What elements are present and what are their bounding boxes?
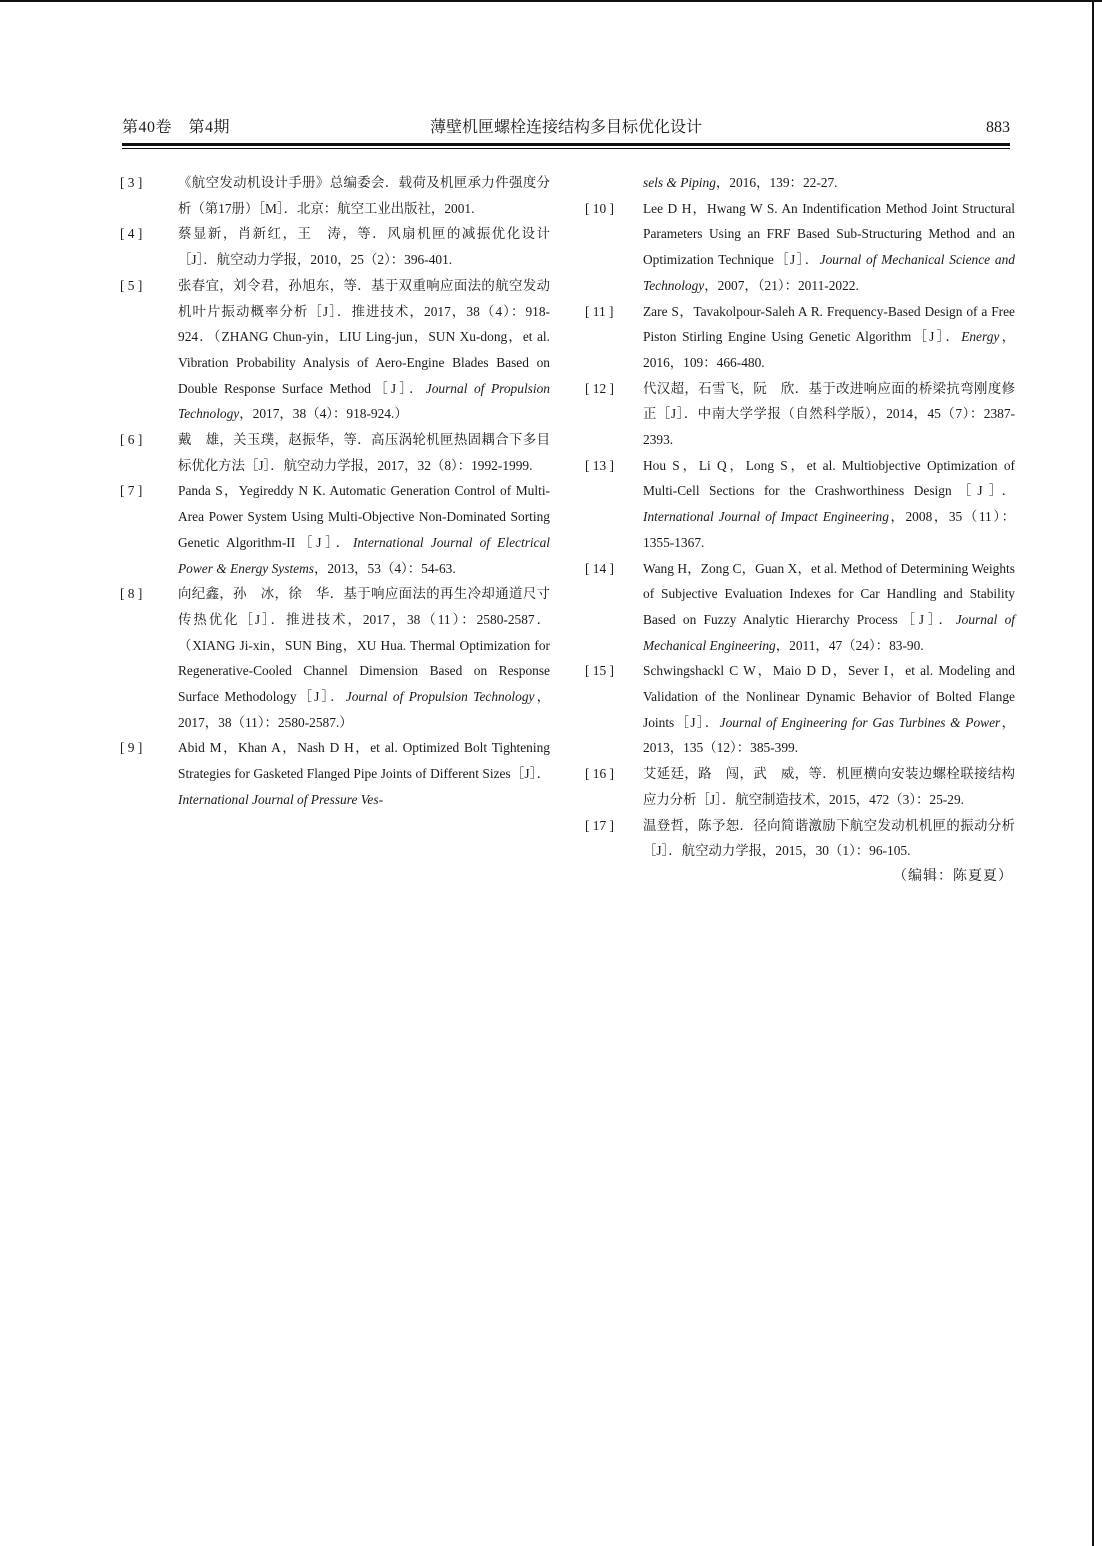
- reference-number: [ 6 ]: [120, 432, 143, 448]
- reference-item: [585, 453, 1015, 556]
- reference-number: [ 5 ]: [120, 277, 143, 293]
- reference-text: Abid M，Khan A，Nash D H，et al. Optimized Bolt Tightening Strategies for Gasketed Flanged Pipe Joints of Different Sizes［J］．International Journal of Pressure Ves-: [178, 740, 550, 807]
- reference-number: [ 16 ]: [585, 766, 615, 782]
- journal-name: sels & Piping: [643, 175, 716, 190]
- running-header: [122, 116, 1010, 140]
- reference-number: [ 10 ]: [585, 200, 615, 216]
- reference-text: 艾延廷，路 闯，武 威，等．机匣横向安装边螺栓联接结构应力分析［J］．航空制造技术，2015，472（3）：25-29.: [643, 766, 1015, 807]
- reference-item: [120, 170, 550, 221]
- reference-item: [120, 273, 550, 427]
- reference-text: 温登哲，陈予恕．径向简谐激励下航空发动机机匣的振动分析［J］．航空动力学报，2015，30（1）：96-105.: [643, 817, 1015, 859]
- reference-number: [ 17 ]: [585, 817, 615, 833]
- reference-item: [120, 735, 550, 812]
- reference-number: [ 12 ]: [585, 380, 615, 396]
- references-right-column: [585, 170, 1015, 890]
- journal-name: International Journal of Pressure Ves-: [178, 791, 384, 807]
- reference-text: 戴 雄，关玉璞，赵振华，等．高压涡轮机匣热固耦合下多目标优化方法［J］．航空动力学报，2017，32（8）：1992-1999.: [178, 432, 550, 473]
- header-volume-issue: 第40卷 第4期: [122, 119, 231, 136]
- reference-number: [ 9 ]: [120, 740, 143, 756]
- reference-number: [ 15 ]: [585, 663, 615, 679]
- journal-name: Journal of Propulsion Technology: [345, 689, 535, 705]
- header-title: 薄壁机匣螺栓连接结构多目标优化设计: [429, 119, 702, 136]
- page-border-right: [1092, 0, 1094, 1546]
- reference-item: [120, 581, 550, 735]
- reference-item: [120, 478, 550, 581]
- reference-item: [120, 221, 550, 272]
- reference-text: Hou S，Li Q，Long S，et al. Multiobjective Optimization of Multi-Cell Sections for the Crashworthiness Design［J］．International Journal of Impact Engineering，2008，35（11）：1355-1367.: [643, 457, 1015, 550]
- reference-number: [ 13 ]: [585, 457, 615, 473]
- header-rule-thick: [122, 143, 1010, 146]
- reference-text: Lee D H，Hwang W S. An Indentification Method Joint Structural Parameters Using an FRF Based Sub-Structuring Method and an Optimization Technique［J］．Journal of Mechanical Science and Technology，2007，（21）：2011-2022.: [643, 200, 1015, 293]
- reference-text: 张春宜，刘令君，孙旭东，等．基于双重响应面法的航空发动机叶片振动概率分析［J］．推进技术，2017，38（4）：918-924．（ZHANG Chun-yin，LIU Ling-jun，SUN Xu-dong，et al. Vibration Probability Analysis of Aero-Engine Blades Based on Double Response Surface Method［J］．Journal of Propulsion Technology，2017，38（4）：918-924.）: [178, 277, 550, 422]
- reference-number: [ 3 ]: [120, 175, 143, 190]
- reference-item: [585, 556, 1015, 659]
- journal-name: Journal of Mechanical Science and Technology: [643, 252, 1015, 293]
- reference-item: [585, 196, 1015, 299]
- journal-name: International Journal of Electrical Power & Energy Systems: [178, 534, 550, 576]
- reference-item: [120, 427, 550, 478]
- reference-text: 代汉超，石雪飞，阮 欣．基于改进响应面的桥梁抗弯刚度修正［J］．中南大学学报（自然科学版），2014，45（7）：2387-2393.: [643, 380, 1015, 448]
- journal-name: Energy: [961, 329, 1000, 345]
- header-rule-thin: [122, 148, 1010, 149]
- header-page-number: 883: [986, 119, 1010, 136]
- reference-text: Zare S，Tavakolpour-Saleh A R. Frequency-Based Design of a Free Piston Stirling Engine Using Genetic Algorithm［J］．Energy，2016，109：466-480.: [643, 303, 1015, 370]
- reference-text: Schwingshackl C W，Maio D D，Sever I，et al. Modeling and Validation of the Nonlinear Dynamic Behavior of Bolted Flange Joints［J］．Journal of Engineering for Gas Turbines & Power，2013，135（12）：385-399.: [643, 663, 1016, 756]
- reference-item: [585, 813, 1015, 864]
- journal-name: International Journal of Impact Engineering: [643, 509, 889, 525]
- reference-number: [ 7 ]: [120, 483, 143, 499]
- reference-continuation: sels & Piping，2016，139：22-27.: [643, 175, 838, 190]
- page-border-top: [0, 0, 1102, 2]
- editor-note: （编辑：陈夏夏）: [893, 868, 1013, 884]
- reference-item: [585, 658, 1015, 761]
- reference-item: [585, 761, 1015, 812]
- reference-number: [ 11 ]: [585, 303, 614, 319]
- references-left-column: [120, 170, 550, 813]
- journal-name: Journal of Propulsion Technology: [178, 380, 550, 422]
- reference-text: Wang H，Zong C，Guan X，et al. Method of Determining Weights of Subjective Evaluation Indexes for Car Handling and Stability Based on Fuzzy Analytic Hierarchy Process［J］．Journal of Mechanical Engineering，2011，47（24）：83-90.: [643, 560, 1016, 653]
- reference-text: 向纪鑫，孙 冰，徐 华．基于响应面法的再生冷却通道尺寸传热优化［J］．推进技术，2017，38（11）：2580-2587．（XIANG Ji-xin，SUN Bing，XU Hua. Thermal Optimization for Regenerative-Cooled Channel Dimension Based on Response Surface Methodology［J］．Journal of Propulsion Technology，2017，38（11）：2580-2587.）: [178, 586, 550, 730]
- reference-text: Panda S，Yegireddy N K. Automatic Generation Control of Multi-Area Power System Using Multi-Objective Non-Dominated Sorting Genetic Algorithm-II［J］．International Journal of Electrical Power & Energy Systems，2013，53（4）：54-63.: [178, 483, 550, 576]
- reference-text: 蔡显新，肖新红，王 涛，等．风扇机匣的减振优化设计［J］．航空动力学报，2010，25（2）：396-401.: [178, 226, 550, 268]
- journal-name: Journal of Engineering for Gas Turbines & Power: [719, 714, 1001, 730]
- reference-text: 《航空发动机设计手册》总编委会．载荷及机匣承力件强度分析（第17册）［M］．北京：航空工业出版社，2001.: [178, 175, 550, 216]
- journal-name: Journal of Mechanical Engineering: [643, 611, 1016, 653]
- reference-number: [ 4 ]: [120, 226, 143, 242]
- reference-number: [ 14 ]: [585, 560, 615, 576]
- reference-item: [585, 376, 1015, 453]
- reference-item: [585, 299, 1015, 376]
- reference-number: [ 8 ]: [120, 586, 143, 602]
